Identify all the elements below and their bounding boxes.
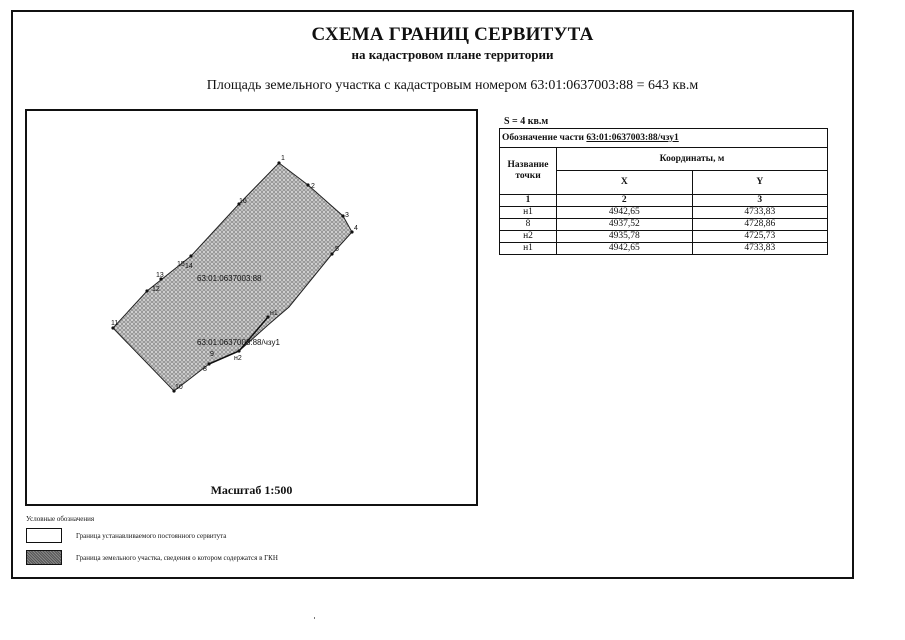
map-drawing <box>27 111 476 504</box>
point-label: н2 <box>234 355 242 362</box>
x-cell: 4942,65 <box>557 243 693 255</box>
part-number: 63:01:0637003:88/чзу1 <box>586 132 679 143</box>
y-cell: 4728,86 <box>692 219 828 231</box>
servitude-area: S = 4 кв.м <box>504 116 549 127</box>
parcel-area-line: Площадь земельного участка с кадастровым номером 63:01:0637003:88 = 643 кв.м <box>206 78 699 93</box>
point-label: 2 <box>311 183 315 190</box>
legend-swatch-dark <box>26 550 62 565</box>
point-label: 9 <box>210 351 214 358</box>
column-header-point-name: Название точки <box>500 148 557 195</box>
column-header-x: X <box>557 171 693 195</box>
table-row <box>500 219 828 231</box>
point-label: 14 <box>185 263 193 270</box>
point-label: 8 <box>203 366 207 373</box>
point-label: 1 <box>281 155 285 162</box>
point-label: 12 <box>152 286 160 293</box>
legend-text: Граница земельного участка, сведения о котором содержатся в ГКН <box>76 554 278 562</box>
column-index: 3 <box>692 195 828 207</box>
point-label: 16 <box>239 198 247 205</box>
point-name-cell: н1 <box>500 207 557 219</box>
column-index: 1 <box>500 195 557 207</box>
point-name-cell: 8 <box>500 219 557 231</box>
point-name-cell: н1 <box>500 243 557 255</box>
x-cell: 4935,78 <box>557 231 693 243</box>
point-label: 13 <box>156 272 164 279</box>
table-row <box>500 243 828 255</box>
point-label: н1 <box>270 310 278 317</box>
point-label: 10 <box>175 384 183 391</box>
point-label: 4 <box>354 225 358 232</box>
legend-swatch-outline <box>26 528 62 543</box>
table-row <box>500 207 828 219</box>
page-subtitle: на кадастровом плане территории <box>351 47 554 62</box>
x-cell: 4937,52 <box>557 219 693 231</box>
cadastral-map <box>25 109 478 506</box>
map-scale: Масштаб 1:500 <box>210 483 293 497</box>
scan-speck <box>314 617 315 619</box>
parcel-number-label: 63:01:0637003:88 <box>197 274 262 283</box>
coordinates-table <box>499 128 828 255</box>
y-cell: 4725,73 <box>692 231 828 243</box>
part-label: Обозначение части <box>502 132 585 143</box>
point-label: 11 <box>111 320 119 327</box>
page-title: СХЕМА ГРАНИЦ СЕРВИТУТА <box>311 24 594 45</box>
legend-title: Условные обозначения <box>26 515 95 523</box>
part-header <box>500 129 828 148</box>
point-label: 3 <box>345 212 349 219</box>
x-cell: 4942,65 <box>557 207 693 219</box>
column-index: 2 <box>557 195 693 207</box>
table-row <box>500 231 828 243</box>
column-header-y: Y <box>692 171 828 195</box>
column-header-coordinates: Координаты, м <box>557 148 828 171</box>
legend-text: Граница устанавливаемого постоянного сервитута <box>76 532 227 540</box>
y-cell: 4733,83 <box>692 243 828 255</box>
servitude-number-label: 63:01:0637003:88/чзу1 <box>197 338 280 347</box>
point-label: 5 <box>335 246 339 253</box>
point-label: 15 <box>177 261 185 268</box>
point-name-cell: н2 <box>500 231 557 243</box>
y-cell: 4733,83 <box>692 207 828 219</box>
